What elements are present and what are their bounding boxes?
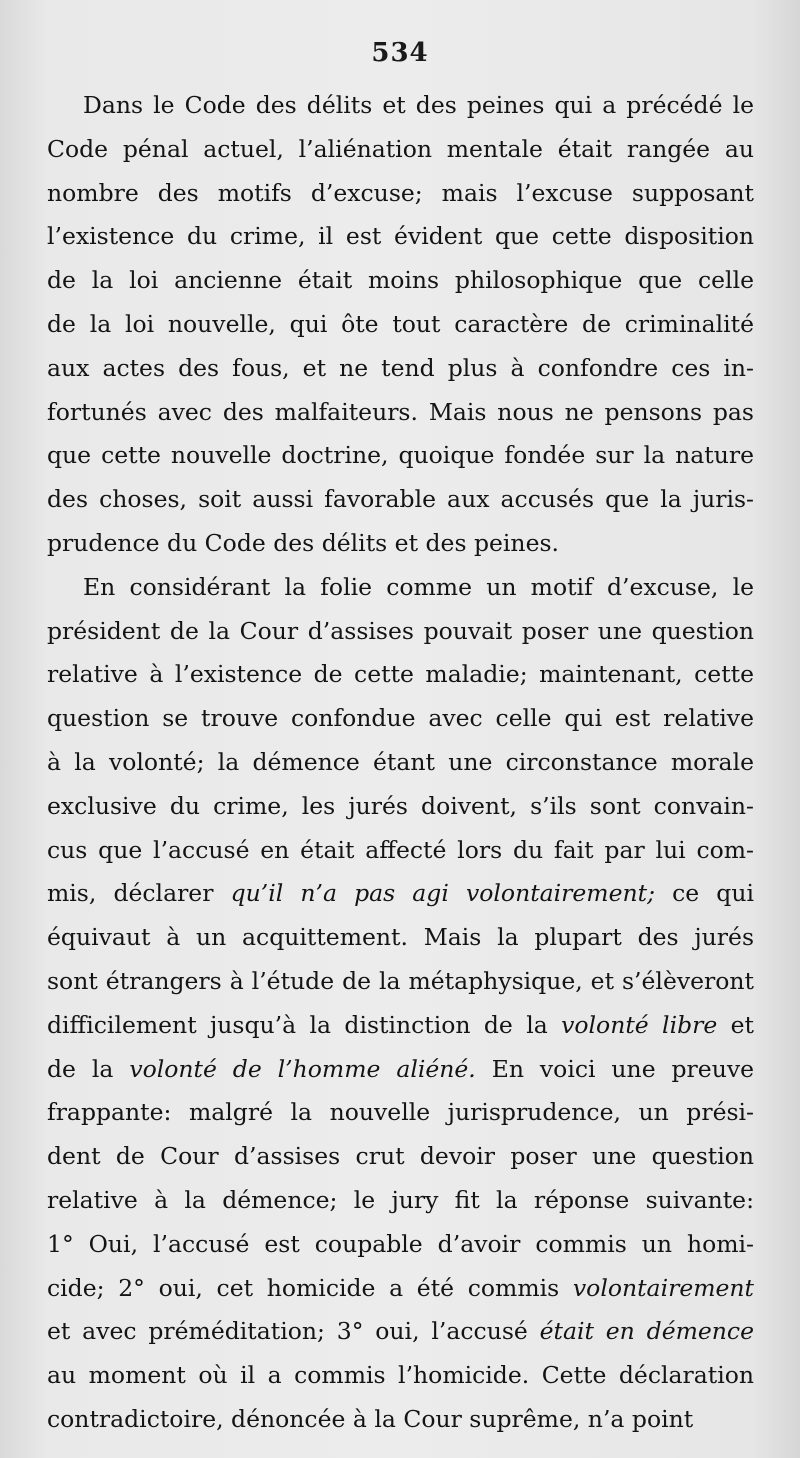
text-segment: des choses, soit aussi favorable aux accusés que la juris- bbox=[47, 485, 754, 514]
italic-text: volonté de l’homme aliéné. bbox=[129, 1054, 476, 1083]
text-segment: ce qui bbox=[655, 879, 754, 908]
text-line bbox=[47, 434, 754, 478]
text-segment: relative à la démence; le jury fit la réponse suivante: bbox=[47, 1185, 754, 1214]
text-segment: Code pénal actuel, l’aliénation mentale était rangée au bbox=[47, 134, 754, 163]
text-segment: l’existence du crime, il est évident que cette disposition bbox=[47, 222, 754, 251]
text-segment: à la volonté; la démence étant une circonstance morale bbox=[47, 747, 754, 776]
text-segment: prudence du Code des délits et des peines. bbox=[47, 528, 560, 557]
italic-text: était en démence bbox=[539, 1317, 754, 1346]
text-segment: mis, déclarer bbox=[47, 879, 231, 908]
text-line bbox=[47, 916, 754, 960]
text-line bbox=[47, 785, 754, 829]
text-segment: sont étrangers à l’étude de la métaphysique, et s’élèveront bbox=[47, 966, 754, 995]
text-line bbox=[47, 172, 754, 216]
text-line bbox=[47, 259, 754, 303]
text-segment: Dans le Code des délits et des peines qui a précédé le bbox=[83, 91, 754, 119]
text-line bbox=[47, 391, 754, 435]
text-line bbox=[47, 1267, 754, 1311]
text-line bbox=[47, 84, 754, 128]
text-segment: que cette nouvelle doctrine, quoique fondée sur la nature bbox=[47, 441, 754, 470]
text-segment: de la loi ancienne était moins philosophique que celle bbox=[47, 266, 754, 295]
text-line bbox=[47, 653, 754, 697]
text-line bbox=[47, 610, 754, 654]
text-line bbox=[47, 1179, 754, 1223]
text-line bbox=[47, 1310, 754, 1354]
text-segment: et bbox=[717, 1010, 754, 1039]
text-line bbox=[47, 741, 754, 785]
text-segment: En voici une preuve bbox=[475, 1054, 755, 1083]
text-segment: et avec préméditation; 3° oui, l’accusé bbox=[47, 1317, 540, 1346]
text-line bbox=[47, 522, 754, 566]
text-segment: équivaut à un acquittement. Mais la plupart des jurés bbox=[47, 923, 754, 952]
text-line bbox=[47, 1354, 754, 1398]
text-segment: nombre des motifs d’excuse; mais l’excuse supposant bbox=[47, 178, 754, 207]
text-line bbox=[47, 829, 754, 873]
text-segment: dent de Cour d’assises crut devoir poser une question bbox=[47, 1142, 754, 1171]
text-line bbox=[47, 1223, 754, 1267]
text-line bbox=[47, 128, 754, 172]
body-text bbox=[47, 84, 754, 1442]
text-line bbox=[47, 960, 754, 1004]
text-segment: 1° Oui, l’accusé est coupable d’avoir commis un homi- bbox=[47, 1229, 754, 1258]
text-line bbox=[47, 1091, 754, 1135]
text-segment: aux actes des fous, et ne tend plus à confondre ces in- bbox=[47, 353, 754, 382]
page-number: 534 bbox=[371, 38, 429, 68]
text-line bbox=[47, 872, 754, 916]
text-segment: relative à l’existence de cette maladie; maintenant, cette bbox=[47, 660, 754, 689]
paragraph bbox=[47, 566, 754, 1442]
text-segment: exclusive du crime, les jurés doivent, s’ils sont convain- bbox=[47, 791, 754, 820]
paragraph bbox=[47, 84, 754, 566]
italic-text: volonté libre bbox=[561, 1010, 718, 1039]
text-segment: cus que l’accusé en était affecté lors du fait par lui com- bbox=[47, 835, 754, 864]
text-segment: question se trouve confondue avec celle qui est relative bbox=[47, 704, 754, 733]
text-line bbox=[47, 1004, 754, 1048]
text-line bbox=[47, 697, 754, 741]
text-line bbox=[47, 1398, 754, 1442]
text-line bbox=[47, 478, 754, 522]
text-segment: fortunés avec des malfaiteurs. Mais nous ne pensons pas bbox=[47, 397, 754, 426]
text-line bbox=[47, 1135, 754, 1179]
text-segment: cide; 2° oui, cet homicide a été commis bbox=[47, 1273, 573, 1302]
text-line bbox=[47, 566, 754, 610]
text-segment: au moment où il a commis l’homicide. Cette déclaration bbox=[47, 1361, 754, 1390]
text-line bbox=[47, 1048, 754, 1092]
text-segment: contradictoire, dénoncée à la Cour suprême, n’a point bbox=[47, 1404, 694, 1433]
text-segment: En considérant la folie comme un motif d’excuse, le bbox=[83, 572, 754, 601]
text-segment: de la bbox=[47, 1054, 130, 1083]
text-segment: président de la Cour d’assises pouvait poser une question bbox=[47, 616, 754, 645]
text-segment: de la loi nouvelle, qui ôte tout caractère de criminalité bbox=[47, 309, 754, 338]
text-segment: frappante: malgré la nouvelle jurisprudence, un prési- bbox=[47, 1098, 754, 1127]
text-line bbox=[47, 347, 754, 391]
text-segment: difficilement jusqu’à la distinction de la bbox=[47, 1010, 562, 1039]
text-line bbox=[47, 215, 754, 259]
text-line bbox=[47, 303, 754, 347]
italic-text: qu’il n’a pas agi volontairement; bbox=[230, 879, 655, 908]
italic-text: volontairement bbox=[572, 1273, 754, 1302]
